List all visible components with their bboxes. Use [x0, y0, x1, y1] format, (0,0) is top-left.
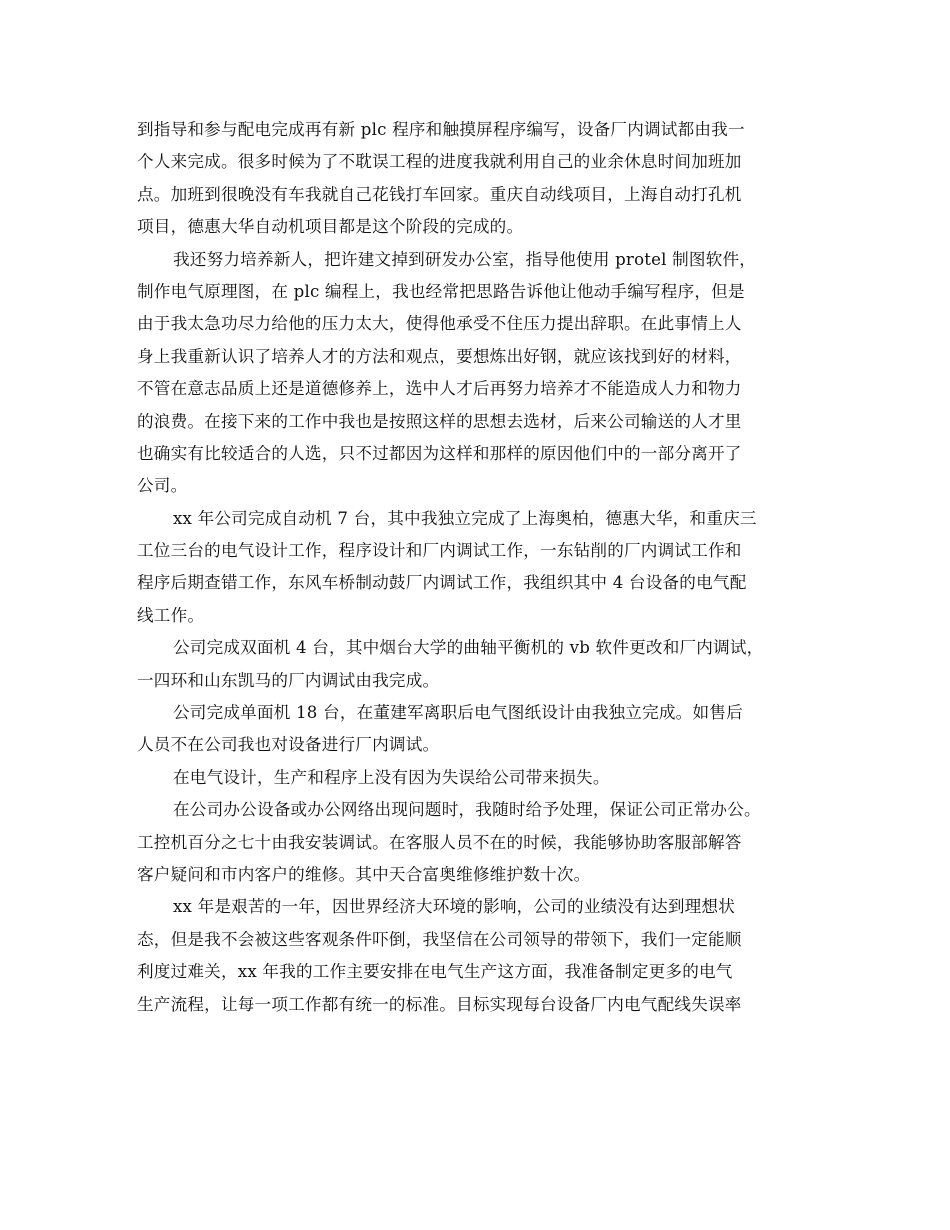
text-line: 点。加班到很晚没有车我就自己花钱打车回家。重庆自动线项目，上海自动打孔机 [137, 184, 742, 204]
text-line: 态，但是我不会被这些客观条件吓倒，我坚信在公司领导的带领下，我们一定能顺 [137, 929, 742, 949]
text-line: 个人来完成。很多时候为了不耽误工程的进度我就利用自己的业余休息时间加班加 [137, 152, 742, 172]
paragraph-first-line: 公司完成单面机 18 台，在董建军离职后电气图纸设计由我独立完成。如售后 [173, 703, 743, 723]
text-line: 客户疑问和市内客户的维修。其中天合富奥维修维护数十次。 [137, 864, 591, 884]
paragraph-first-line: 在公司办公设备或办公网络出现问题时，我随时给予处理，保证公司正常办公。 [173, 800, 761, 820]
text-line: 一四环和山东凯马的厂内调试由我完成。 [137, 670, 440, 690]
text-line: 工位三台的电气设计工作，程序设计和厂内调试工作，一东钻削的厂内调试工作和 [137, 541, 742, 561]
paragraph-first-line: xx 年公司完成自动机 7 台，其中我独立完成了上海奥柏，德惠大华，和重庆三 [173, 508, 757, 528]
text-line: 生产流程，让每一项工作都有统一的标准。目标实现每台设备厂内电气配线失误率 [137, 994, 742, 1014]
text-line: 人员不在公司我也对设备进行厂内调试。 [137, 735, 440, 755]
text-line: 身上我重新认识了培养人才的方法和观点，要想炼出好钢，就应该找到好的材料， [137, 346, 742, 366]
text-line: 到指导和参与配电完成再有新 plc 程序和触摸屏程序编写，设备厂内调试都由我一 [137, 120, 745, 139]
paragraph-first-line: xx 年是艰苦的一年，因世界经济大环境的影响，公司的业绩没有达到理想状 [173, 897, 735, 917]
text-line: 不管在意志品质上还是道德修养上，选中人才后再努力培养才不能造成人力和物力 [137, 379, 742, 399]
text-line: 工控机百分之七十由我安装调试。在客服人员不在的时候，我能够协助客服部解答 [137, 832, 742, 852]
text-line: 的浪费。在接下来的工作中我也是按照这样的思想去选材，后来公司输送的人才里 [137, 411, 742, 431]
text-line: 由于我太急功尽力给他的压力太大，使得他承受不住压力提出辞职。在此事情上人 [137, 314, 742, 334]
text-line: 线工作。 [137, 605, 205, 625]
document-body [137, 114, 827, 1021]
paragraph-first-line: 我还努力培养新人，把许建文掉到研发办公室，指导他使用 protel 制图软件， [173, 249, 757, 269]
paragraph-first-line: 公司完成双面机 4 台，其中烟台大学的曲轴平衡机的 vb 软件更改和厂内调试， [173, 638, 764, 658]
text-line: 也确实有比较适合的人选，只不过都因为这样和那样的原因他们中的一部分离开了 [137, 443, 742, 463]
text-line: 项目，德惠大华自动机项目都是这个阶段的完成的。 [137, 217, 524, 237]
text-line: 利度过难关，xx 年我的工作主要安排在电气生产这方面，我准备制定更多的电气 [137, 962, 733, 982]
text-line: 制作电气原理图，在 plc 编程上，我也经常把思路告诉他让他动手编写程序，但是 [137, 281, 745, 301]
text-line: 公司。 [137, 476, 188, 496]
paragraph-first-line: 在电气设计，生产和程序上没有因为失误给公司带来损失。 [173, 767, 610, 787]
text-line: 程序后期查错工作，东风车桥制动鼓厂内调试工作，我组织其中 4 台设备的电气配 [137, 573, 747, 593]
